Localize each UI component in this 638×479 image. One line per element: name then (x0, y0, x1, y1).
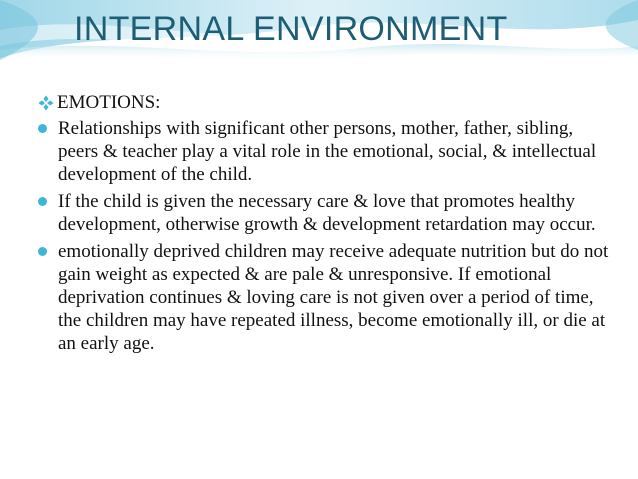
slide-title: INTERNAL ENVIRONMENT (74, 10, 508, 48)
list-item (38, 240, 613, 355)
bullet-text: emotionally deprived children may receive adequate nutrition but do not gain weight as expected & are pale & unresponsive. If emotional deprivation continues & loving care is not given over a period of time, the children may have repeated illness, become emotionally ill, or die at an early age. (58, 241, 609, 354)
bullet-text: If the child is given the necessary care & love that promotes healthy development, otherwise growth & development retardation may occur. (58, 191, 596, 235)
four-diamond-icon (38, 95, 54, 111)
list-item (38, 117, 613, 186)
section-heading (38, 92, 613, 114)
list-item (38, 190, 613, 236)
bullet-text: Relationships with significant other persons, mother, father, sibling, peers & teacher play a vital role in the emotional, social, & intellectual development of the child. (58, 118, 597, 185)
circle-bullet-icon (38, 247, 47, 256)
section-heading-text: EMOTIONS: (57, 92, 161, 113)
slide-content (38, 92, 613, 359)
bullet-list (38, 117, 613, 355)
circle-bullet-icon (38, 124, 47, 133)
circle-bullet-icon (38, 197, 47, 206)
